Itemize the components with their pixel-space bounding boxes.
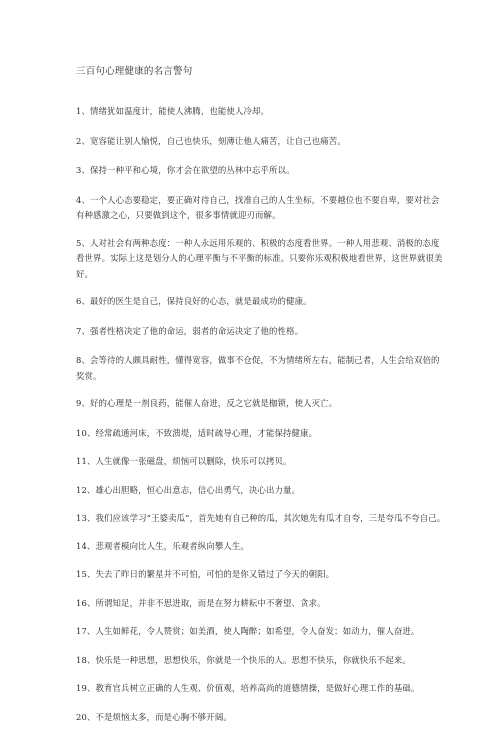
quote-item: 7、强者性格决定了他的命运，弱者的命运决定了他的性格。 [76, 325, 304, 336]
quote-item: 15、失去了昨日的繁星并不可怕，可怕的是你又错过了今天的朝阳。 [76, 569, 335, 579]
quote-item: 13、我们应该学习“王婆卖瓜”，首先她有自己种的瓜，其次她先有瓜才自夸，三是夸瓜不夸自己。 [76, 513, 446, 523]
quote-item: 19、教育官兵树立正确的人生观、价值观，培养高尚的道德情操，是做好心理工作的基础。 [76, 683, 420, 693]
quote-item: 8、会等待的人颇具耐性，懂得宽容，做事不仓促，不为情绪所左右，能制己者，人生会给双倍的奖赏。 [76, 355, 440, 381]
document-title: 三百句心理健康的名言警句 [76, 66, 193, 77]
quote-item: 9、好的心理是一剂良药，能催人奋进，反之它就是枷锁，使人灭亡。 [76, 398, 338, 408]
quote-item: 17、人生如鲜花，令人赞赏；如美酒，使人陶醉；如希望，令人奋发；如动力，催人奋进。 [76, 626, 420, 636]
quote-item: 4、一个人心态要稳定，要正确对待自己，找准自己的人生坐标，不要越位也不要自卑，要对社会有种感激之心，只要做到这个，很多事情就迎刃而解。 [76, 194, 440, 220]
quote-item: 5、人对社会有两种态度：一种人永远用乐观的、积极的态度看世界。一种人用悲观、消极的态度看世界。实际上这是划分人的心理平衡与不平衡的标准。只要你乐观积极地看世界，这世界就很美好。 [76, 237, 443, 279]
quote-item: 2、宽容能让别人愉悦，自己也快乐，刻薄让他人痛苦，让自己也痛苦。 [76, 135, 346, 146]
quote-item: 10、经常疏通河床，不致溃堤，适时疏导心理，才能保持健康。 [76, 427, 318, 438]
quote-item: 20、不是烦恼太多，而是心胸不够开阔。 [76, 711, 232, 722]
quote-item: 11、人生就像一张磁盘，烦恼可以删除，快乐可以拷贝。 [76, 456, 292, 466]
quote-item: 1、情绪犹如温度计，能使人沸腾，也能使人冷却。 [76, 106, 270, 116]
quote-item: 16、所谓知足，并非不思进取，而是在努力耕耘中不奢望、贪求。 [76, 597, 326, 608]
quote-list [76, 104, 446, 738]
quote-item: 18、快乐是一种思想，思想快乐，你就是一个快乐的人。思想不快乐，你就快乐不起来。 [76, 654, 411, 665]
quote-item: 14、悲观者模向比人生，乐观者纵向攀人生。 [76, 540, 249, 551]
quote-item: 12、雄心出胆略，恒心出意志，信心出勇气，决心出力量。 [76, 484, 301, 495]
quote-item: 3、保持一种平和心境，你才会在欲望的丛林中忘乎所以。 [76, 165, 295, 175]
quote-item: 6、最好的医生是自己，保持良好的心态，就是最成功的健康。 [76, 296, 312, 306]
